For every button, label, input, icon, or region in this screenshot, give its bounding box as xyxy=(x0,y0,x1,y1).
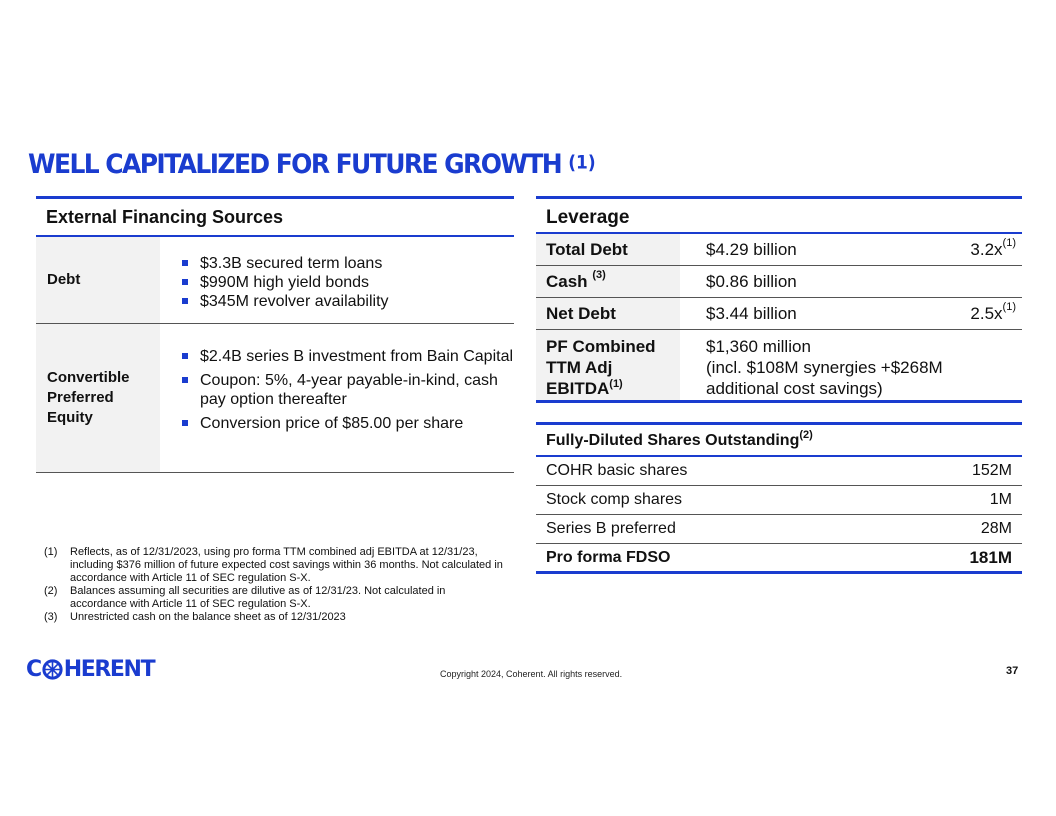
shares-total-value: 181M xyxy=(969,547,1012,567)
leverage-label xyxy=(536,298,680,329)
coherent-logo xyxy=(26,656,154,682)
ebitda-value-line: $1,360 million xyxy=(706,337,811,356)
shares-heading-text: Fully-Diluted Shares Outstanding xyxy=(546,432,800,449)
footnote-number: (1) xyxy=(44,546,58,558)
shares-value: 28M xyxy=(980,520,1012,537)
leverage-label-text: Cash xyxy=(546,272,588,291)
leverage-multiple: 2.5x $^{(1)}$ xyxy=(970,300,1016,323)
leverage-row-total-debt xyxy=(536,234,1022,266)
footnote-text: Reflects, as of 12/31/2023, using pro forma TTM combined adj EBITDA at 12/31/23, including $376 million of future expected cost savings within 36 months. Not calculated in accordance with Article 11 of SEC regulation S-X. xyxy=(70,546,503,584)
shares-table xyxy=(536,422,1022,574)
financing-row-body xyxy=(160,324,514,472)
shares-label: Stock comp shares xyxy=(546,491,683,508)
ebitda-label-line: TTM Adj xyxy=(546,358,613,377)
financing-row-convertible xyxy=(36,323,514,473)
footnote-text: Balances assuming all securities are dilutive as of 12/31/23. Not calculated in accordance with Article 11 of SEC regulation S-X. xyxy=(70,585,446,610)
bullet-item: Coupon: 5%, 4-year payable-in-kind, cash pay option thereafter xyxy=(182,371,514,409)
footnote-text: Unrestricted cash on the balance sheet as of 12/31/2023 xyxy=(70,611,346,623)
shares-heading xyxy=(536,425,1022,457)
bullet-item: Conversion price of $85.00 per share xyxy=(182,414,514,433)
leverage-row-net-debt xyxy=(536,298,1022,330)
ebitda-value-line: additional cost savings) xyxy=(706,379,883,398)
leverage-value: $3.44 billion xyxy=(706,304,797,323)
leverage-label xyxy=(536,330,680,400)
footnotes xyxy=(44,546,504,624)
leverage-value xyxy=(680,330,1022,400)
shares-label: Series B preferred xyxy=(546,520,676,537)
logo-text-right: HERENT xyxy=(63,656,155,682)
page-title xyxy=(28,148,596,179)
table-row xyxy=(536,486,1022,515)
shares-total-label: Pro forma FDSO xyxy=(546,548,671,566)
shares-label: COHR basic shares xyxy=(546,462,688,479)
ebitda-value-line: (incl. $108M synergies +$268M xyxy=(706,358,943,377)
leverage-multiple-text: 2.5x xyxy=(970,303,1003,323)
ebitda-label-line: PF Combined xyxy=(546,337,656,356)
debt-bullet-list xyxy=(182,237,514,311)
footnote xyxy=(44,611,504,624)
leverage-heading: Leverage xyxy=(536,199,1022,234)
leverage-label-text: Net Debt xyxy=(546,304,616,323)
leverage-row-cash xyxy=(536,266,1022,298)
leverage-multiple xyxy=(942,266,1022,297)
table-row xyxy=(536,515,1022,544)
globe-icon xyxy=(42,659,63,680)
financing-row-debt xyxy=(36,235,514,323)
financing-row-label: Debt xyxy=(36,237,160,323)
leverage-row-ebitda xyxy=(536,330,1022,403)
leverage-multiple-text: 3.2x xyxy=(970,239,1003,259)
shares-total-row xyxy=(536,544,1022,574)
leverage-label xyxy=(536,234,680,265)
leverage-label-text: Total Debt xyxy=(546,240,628,259)
bullet-item: $3.3B secured term loans xyxy=(182,254,514,273)
leverage-label: Cash $^{(3)}$ xyxy=(536,266,680,297)
bullet-item: $345M revolver availability xyxy=(182,292,514,311)
leverage-multiple: 3.2x $^{(1)}$ xyxy=(970,236,1016,259)
copyright-text: Copyright 2024, Coherent. All rights reserved. xyxy=(440,669,623,679)
financing-row-label: Convertible Preferred Equity xyxy=(36,324,160,472)
shares-value: 1M xyxy=(989,491,1012,508)
table-row xyxy=(536,457,1022,486)
financing-panel xyxy=(36,196,514,473)
financing-row-body xyxy=(160,237,514,323)
leverage-table xyxy=(536,196,1022,403)
leverage-value: $0.86 billion xyxy=(706,272,797,291)
bullet-item: $2.4B series B investment from Bain Capital xyxy=(182,347,514,366)
leverage-value: $4.29 billion xyxy=(706,240,797,259)
ebitda-label-line: EBITDA xyxy=(546,379,610,398)
page-title-note: (1) xyxy=(568,152,596,174)
convertible-bullet-list xyxy=(182,324,514,433)
footnote xyxy=(44,546,504,585)
ebitda-label-note: (1) xyxy=(609,378,623,390)
ebitda-label-line-note xyxy=(546,378,656,399)
page-number: 37 xyxy=(1006,665,1019,677)
bullet-item: $990M high yield bonds xyxy=(182,273,514,292)
shares-heading-note: (2) xyxy=(799,429,813,441)
shares-value: 152M xyxy=(971,462,1012,479)
footnote-number: (3) xyxy=(44,611,58,623)
financing-heading: External Financing Sources xyxy=(46,207,284,227)
page-title-text: WELL CAPITALIZED FOR FUTURE GROWTH xyxy=(28,148,562,180)
footnote xyxy=(44,585,504,611)
footnote-number: (2) xyxy=(44,585,58,597)
logo-text-left: C xyxy=(26,656,41,682)
